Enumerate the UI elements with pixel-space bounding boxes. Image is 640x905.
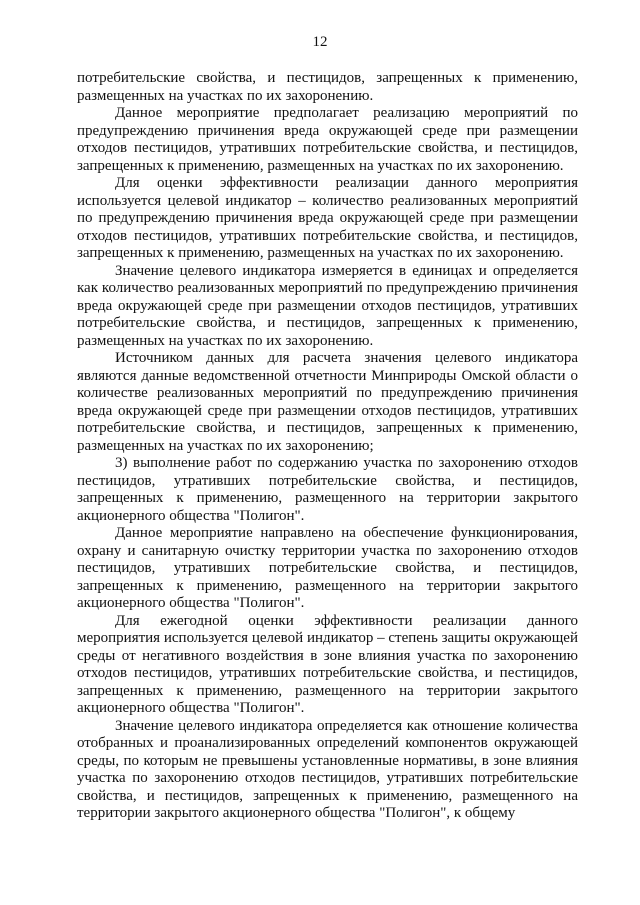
paragraph: Значение целевого индикатора измеряется в единицах и определяется как количество реализованных мероприятий по предупреждению причинения вреда окружающей среде при размещении отходов пестицидов, утративших потребительские свойства, и пестицидов, запрещенных к применению, размещенных на участках по их захоронению. [77, 262, 578, 349]
paragraph: Данное мероприятие направлено на обеспечение функционирования, охрану и санитарную очистку территории участка по захоронению отходов пестицидов, утративших потребительские свойства, и пестицидов, запрещенных к применению, размещенного на территории закрытого акционерного общества "Полигон". [77, 525, 578, 611]
paragraph: Для ежегодной оценки эффективности реализации данного мероприятия используется целевой индикатор – степень защиты окружающей среды от негативного воздействия в зоне влияния участка по захоронению отходов пестицидов, утративших потребительские свойства, и пестицидов, запрещенных к применению, размещенного на территории закрытого акционерного общества "Полигон". [77, 612, 578, 716]
page-number: 12 [312, 34, 328, 50]
paragraph-continuation: потребительские свойства, и пестицидов, запрещенных к применению, размещенных на участках по их захоронению. [77, 70, 578, 104]
paragraph: Значение целевого индикатора определяется как отношение количества отобранных и проанализированных определений компонентов окружающей среды, по которым не превышены установленные нормативы, в зоне влияния участка по захоронению отходов пестицидов, утративших потребительские свойства, и пестицидов, запрещенных к применению, размещенного на территории закрытого акционерного общества "Полигон", к общему [77, 717, 578, 821]
paragraph: Для оценки эффективности реализации данного мероприятия используется целевой индикатор – количество реализованных мероприятий по предупреждению причинения вреда окружающей среде при размещении отходов пестицидов, утративших потребительские свойства, и пестицидов, запрещенных к применению, размещенных на участках по их захоронению. [77, 175, 578, 261]
body-text [77, 70, 578, 823]
paragraph: Источником данных для расчета значения целевого индикатора являются данные ведомственной отчетности Минприроды Омской области о количестве реализованных мероприятий по предупреждению причинения вреда окружающей среде при размещении отходов пестицидов, утративших потребительские свойства, и пестицидов, запрещенных к применению, размещенных на участках по их захоронению; [77, 350, 578, 454]
paragraph: Данное мероприятие предполагает реализацию мероприятий по предупреждению причинения вреда окружающей среде при размещении отходов пестицидов, утративших потребительские свойства, и пестицидов, запрещенных к применению, размещенных на участках по их захоронению. [77, 105, 578, 174]
paragraph-list-item-3: 3) выполнение работ по содержанию участка по захоронению отходов пестицидов, утративших потребительские свойства, и пестицидов, запрещенных к применению, размещенного на территории закрытого акционерного общества "Полигон". [77, 455, 578, 524]
